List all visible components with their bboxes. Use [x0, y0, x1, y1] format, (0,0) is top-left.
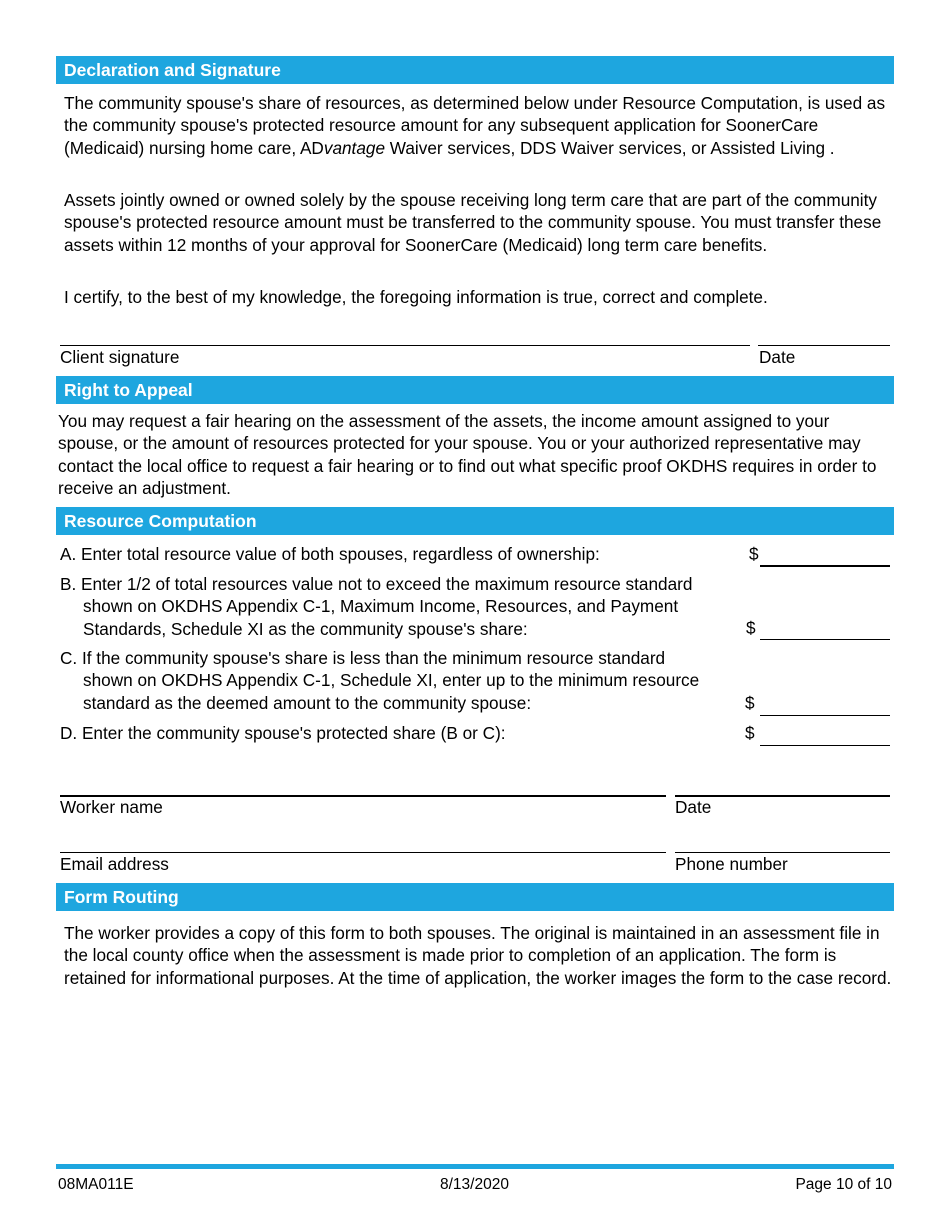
worker-date-label: Date [675, 797, 712, 817]
footer-form-number: 08MA011E [58, 1176, 134, 1193]
computation-item-c: C. If the community spouse's share is less than the minimum resource standard shown on OKDHS Appendix C-1, Schedule XI, enter up to the minimum resource standard as the deemed amount to the community spouse: [60, 648, 700, 713]
routing-paragraph: The worker provides a copy of this form to both spouses. The original is maintained in an assessment file in the local county office when the assessment is made prior to completion of an application. The form is retained for informational purposes. At the time of application, the worker images the form to the case record. [64, 923, 892, 988]
item-c-dollar-sign: $ [745, 693, 755, 713]
item-d-dollar-sign: $ [745, 723, 755, 743]
footer-date: 8/13/2020 [440, 1176, 509, 1193]
advantage-italic: vantage [323, 137, 386, 158]
footer-divider [56, 1164, 894, 1169]
item-c-amount-field[interactable] [760, 715, 890, 716]
phone-number-label: Phone number [675, 854, 788, 874]
client-signature-date-label: Date [759, 347, 796, 367]
email-address-label: Email address [60, 854, 169, 874]
declaration-section-header: Declaration and Signature [56, 56, 894, 84]
computation-item-b: B. Enter 1/2 of total resources value not to exceed the maximum resource standard shown on OKDHS Appendix C-1, Maximum Income, Resources, and Payment Standards, Schedule XI as the community spouse's share: [60, 574, 693, 639]
item-d-amount-field[interactable] [760, 745, 890, 746]
footer-page-number: Page 10 of 10 [795, 1176, 892, 1193]
worker-name-label: Worker name [60, 797, 163, 817]
computation-item-a: A. Enter total resource value of both spouses, regardless of ownership: [60, 544, 600, 564]
item-a-amount-field[interactable] [760, 565, 890, 567]
certification-statement: I certify, to the best of my knowledge, the foregoing information is true, correct and complete. [64, 287, 768, 307]
computation-item-d: D. Enter the community spouse's protected share (B or C): [60, 723, 506, 743]
computation-section-header: Resource Computation [56, 507, 894, 535]
declaration-paragraph-2: Assets jointly owned or owned solely by the spouse receiving long term care that are part of the community spouse's protected resource amount must be transferred to the community spouse. You must transfer these assets within 12 months of your approval for SoonerCare (Medicaid) long term care benefits. [64, 190, 882, 255]
appeal-section-header: Right to Appeal [56, 376, 894, 404]
client-signature-label: Client signature [60, 347, 180, 367]
appeal-paragraph: You may request a fair hearing on the assessment of the assets, the income amount assigned to your spouse, or the amount of resources protected for your spouse. You or your authorized representative may contact the local office to request a fair hearing or to find out what specific proof OKDHS requires in order to receive an adjustment. [58, 411, 877, 498]
declaration-paragraph-1: The community spouse's share of resources, as determined below under Resource Computation, is used as the community spouse's protected resource amount for any subsequent application for SoonerCare (Medicaid) nursing home care, ADvantage Waiver services, DDS Waiver services, or Assisted Living . [64, 93, 886, 158]
item-a-dollar-sign: $ [749, 544, 759, 564]
item-b-amount-field[interactable] [760, 639, 890, 640]
item-b-dollar-sign: $ [746, 618, 756, 638]
routing-section-header: Form Routing [56, 883, 894, 911]
